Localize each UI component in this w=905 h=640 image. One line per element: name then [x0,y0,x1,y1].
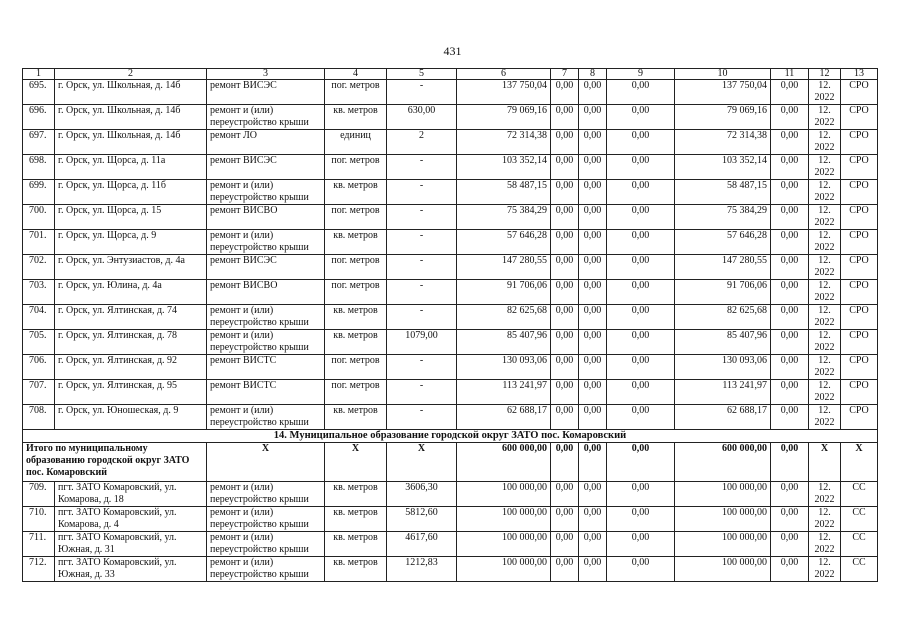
date-cell: 12. 2022 [809,105,841,130]
method-cell: СРО [841,230,878,255]
method-cell: СРО [841,355,878,380]
date-cell: 12. 2022 [809,482,841,507]
column-number-row [23,69,878,80]
unit-cell: пог. метров [325,355,387,380]
cost-cell: 137 750,04 [675,80,771,105]
work-type-cell: ремонт и (или) переустройство крыши [207,330,325,355]
method-cell: СС [841,532,878,557]
cost-cell: 0,00 [607,355,675,380]
cost-cell: 0,00 [771,482,809,507]
cost-cell: 0,00 [771,105,809,130]
row-number: 710. [23,507,55,532]
work-type-cell: ремонт и (или) переустройство крыши [207,532,325,557]
cost-cell: 0,00 [771,80,809,105]
address-cell: г. Орск, ул. Школьная, д. 14б [55,130,207,155]
cost-cell: 57 646,28 [675,230,771,255]
cost-cell: 85 407,96 [675,330,771,355]
cost-cell: 0,00 [579,280,607,305]
unit-cell: пог. метров [325,205,387,230]
work-type-cell: ремонт ВИСВО [207,205,325,230]
work-type-cell: ремонт и (или) переустройство крыши [207,230,325,255]
unit-cell: кв. метров [325,105,387,130]
cost-cell: 0,00 [579,255,607,280]
work-type-cell: ремонт и (или) переустройство крыши [207,105,325,130]
method-cell: СРО [841,405,878,430]
method-cell: СС [841,557,878,582]
cost-cell: 82 625,68 [675,305,771,330]
row-number: 707. [23,380,55,405]
table-row [23,305,878,330]
date-cell: 12. 2022 [809,532,841,557]
column-header: 6 [457,69,551,80]
cost-cell: 0,00 [771,405,809,430]
cost-cell: 0,00 [579,330,607,355]
quantity-cell: 630,00 [387,105,457,130]
table-row [23,482,878,507]
column-header: 11 [771,69,809,80]
cost-cell: 0,00 [551,80,579,105]
total-cost-cell: 130 093,06 [457,355,551,380]
total-cost-cell: 100 000,00 [457,532,551,557]
total-cost-cell: 79 069,16 [457,105,551,130]
row-number: 702. [23,255,55,280]
quantity-cell: - [387,205,457,230]
total-cell: Х [325,443,387,482]
section-title: 14. Муниципальное образование городской округ ЗАТО пос. Комаровский [23,430,878,443]
cost-cell: 0,00 [579,557,607,582]
address-cell: пгт. ЗАТО Комаровский, ул. Южная, д. 31 [55,532,207,557]
cost-cell: 100 000,00 [675,507,771,532]
method-cell: СРО [841,380,878,405]
row-number: 711. [23,532,55,557]
cost-cell: 0,00 [551,507,579,532]
table-body [23,69,878,582]
date-cell: 12. 2022 [809,130,841,155]
date-cell: 12. 2022 [809,380,841,405]
cost-cell: 0,00 [607,205,675,230]
repair-program-table [22,68,878,582]
total-cost-cell: 113 241,97 [457,380,551,405]
date-cell: 12. 2022 [809,155,841,180]
table-row [23,355,878,380]
cost-cell: 0,00 [579,380,607,405]
cost-cell: 147 280,55 [675,255,771,280]
table-row [23,255,878,280]
cost-cell: 0,00 [579,205,607,230]
address-cell: г. Орск, ул. Юлина, д. 4а [55,280,207,305]
total-cost-cell: 85 407,96 [457,330,551,355]
cost-cell: 100 000,00 [675,482,771,507]
cost-cell: 0,00 [551,557,579,582]
row-number: 696. [23,105,55,130]
total-cell: Х [207,443,325,482]
quantity-cell: 2 [387,130,457,155]
quantity-cell: 1212,83 [387,557,457,582]
work-type-cell: ремонт и (или) переустройство крыши [207,405,325,430]
table-row [23,155,878,180]
address-cell: г. Орск, ул. Школьная, д. 14б [55,105,207,130]
address-cell: г. Орск, ул. Школьная, д. 14б [55,80,207,105]
total-cost-cell: 103 352,14 [457,155,551,180]
cost-cell: 0,00 [551,380,579,405]
table-row [23,230,878,255]
date-cell: 12. 2022 [809,255,841,280]
cost-cell: 0,00 [551,255,579,280]
address-cell: г. Орск, ул. Щорса, д. 15 [55,205,207,230]
page-number: 431 [443,44,462,58]
cost-cell: 0,00 [771,280,809,305]
date-cell: 12. 2022 [809,205,841,230]
row-number: 706. [23,355,55,380]
row-number: 699. [23,180,55,205]
cost-cell: 0,00 [551,330,579,355]
column-header: 5 [387,69,457,80]
cost-cell: 0,00 [607,280,675,305]
column-header: 4 [325,69,387,80]
quantity-cell: - [387,355,457,380]
row-number: 705. [23,330,55,355]
total-label: Итого по муниципальному образованию городской округ ЗАТО пос. Комаровский [23,443,207,482]
work-type-cell: ремонт ВИСЭС [207,80,325,105]
cost-cell: 0,00 [579,155,607,180]
method-cell: СРО [841,280,878,305]
unit-cell: пог. метров [325,380,387,405]
table-row [23,532,878,557]
address-cell: г. Орск, ул. Юношеская, д. 9 [55,405,207,430]
total-cost-cell: 91 706,06 [457,280,551,305]
column-header: 13 [841,69,878,80]
quantity-cell: 3606,30 [387,482,457,507]
method-cell: СС [841,507,878,532]
section-header-row [23,430,878,443]
cost-cell: 0,00 [771,507,809,532]
work-type-cell: ремонт ВИСЭС [207,155,325,180]
cost-cell: 0,00 [771,380,809,405]
method-cell: СС [841,482,878,507]
unit-cell: кв. метров [325,330,387,355]
total-cost-cell: 62 688,17 [457,405,551,430]
cost-cell: 0,00 [579,355,607,380]
total-cost-cell: 82 625,68 [457,305,551,330]
table-row [23,280,878,305]
address-cell: г. Орск, ул. Ялтинская, д. 78 [55,330,207,355]
cost-cell: 0,00 [551,155,579,180]
method-cell: СРО [841,80,878,105]
table-row [23,330,878,355]
address-cell: г. Орск, ул. Ялтинская, д. 74 [55,305,207,330]
quantity-cell: - [387,305,457,330]
cost-cell: 0,00 [579,130,607,155]
unit-cell: пог. метров [325,255,387,280]
total-cell: 0,00 [579,443,607,482]
address-cell: г. Орск, ул. Щорса, д. 11б [55,180,207,205]
cost-cell: 0,00 [607,230,675,255]
table-row [23,130,878,155]
column-header: 10 [675,69,771,80]
work-type-cell: ремонт и (или) переустройство крыши [207,507,325,532]
date-cell: 12. 2022 [809,80,841,105]
cost-cell: 0,00 [771,305,809,330]
cost-cell: 0,00 [771,230,809,255]
total-cost-cell: 72 314,38 [457,130,551,155]
unit-cell: пог. метров [325,80,387,105]
column-header: 12 [809,69,841,80]
total-cell: Х [809,443,841,482]
cost-cell: 0,00 [551,305,579,330]
unit-cell: кв. метров [325,557,387,582]
row-number: 708. [23,405,55,430]
method-cell: СРО [841,180,878,205]
quantity-cell: - [387,255,457,280]
cost-cell: 0,00 [579,532,607,557]
address-cell: г. Орск, ул. Щорса, д. 11а [55,155,207,180]
date-cell: 12. 2022 [809,330,841,355]
column-header: 9 [607,69,675,80]
work-type-cell: ремонт ЛО [207,130,325,155]
cost-cell: 75 384,29 [675,205,771,230]
row-number: 697. [23,130,55,155]
cost-cell: 0,00 [607,105,675,130]
table-row [23,557,878,582]
cost-cell: 0,00 [607,507,675,532]
cost-cell: 0,00 [551,405,579,430]
total-cell: 0,00 [607,443,675,482]
quantity-cell: - [387,80,457,105]
total-cell: 0,00 [551,443,579,482]
method-cell: СРО [841,205,878,230]
cost-cell: 0,00 [579,230,607,255]
quantity-cell: - [387,155,457,180]
total-cell: Х [387,443,457,482]
total-row [23,443,878,482]
row-number: 700. [23,205,55,230]
table-row [23,380,878,405]
cost-cell: 0,00 [607,380,675,405]
method-cell: СРО [841,330,878,355]
cost-cell: 0,00 [607,330,675,355]
address-cell: г. Орск, ул. Энтузиастов, д. 4а [55,255,207,280]
row-number: 704. [23,305,55,330]
cost-cell: 0,00 [551,130,579,155]
work-type-cell: ремонт ВИСТС [207,380,325,405]
total-cost-cell: 75 384,29 [457,205,551,230]
method-cell: СРО [841,130,878,155]
cost-cell: 0,00 [579,482,607,507]
total-cost-cell: 100 000,00 [457,482,551,507]
method-cell: СРО [841,305,878,330]
cost-cell: 0,00 [771,355,809,380]
quantity-cell: 1079,00 [387,330,457,355]
quantity-cell: 4617,60 [387,532,457,557]
column-header: 2 [55,69,207,80]
cost-cell: 0,00 [607,155,675,180]
unit-cell: пог. метров [325,155,387,180]
work-type-cell: ремонт и (или) переустройство крыши [207,482,325,507]
cost-cell: 0,00 [607,557,675,582]
date-cell: 12. 2022 [809,507,841,532]
cost-cell: 113 241,97 [675,380,771,405]
total-cost-cell: 147 280,55 [457,255,551,280]
cost-cell: 0,00 [607,180,675,205]
total-cell: 600 000,00 [675,443,771,482]
date-cell: 12. 2022 [809,230,841,255]
unit-cell: кв. метров [325,532,387,557]
address-cell: г. Орск, ул. Щорса, д. 9 [55,230,207,255]
cost-cell: 0,00 [771,330,809,355]
method-cell: СРО [841,105,878,130]
row-number: 701. [23,230,55,255]
cost-cell: 91 706,06 [675,280,771,305]
total-cell: 600 000,00 [457,443,551,482]
cost-cell: 0,00 [579,507,607,532]
cost-cell: 100 000,00 [675,557,771,582]
unit-cell: кв. метров [325,405,387,430]
address-cell: пгт. ЗАТО Комаровский, ул. Южная, д. 33 [55,557,207,582]
cost-cell: 0,00 [771,130,809,155]
work-type-cell: ремонт ВИСЭС [207,255,325,280]
cost-cell: 0,00 [551,180,579,205]
row-number: 709. [23,482,55,507]
cost-cell: 0,00 [579,80,607,105]
address-cell: пгт. ЗАТО Комаровский, ул. Комарова, д. 18 [55,482,207,507]
work-type-cell: ремонт и (или) переустройство крыши [207,557,325,582]
date-cell: 12. 2022 [809,280,841,305]
cost-cell: 62 688,17 [675,405,771,430]
quantity-cell: 5812,60 [387,507,457,532]
cost-cell: 0,00 [579,405,607,430]
cost-cell: 0,00 [607,532,675,557]
cost-cell: 0,00 [607,482,675,507]
total-cost-cell: 58 487,15 [457,180,551,205]
cost-cell: 72 314,38 [675,130,771,155]
quantity-cell: - [387,180,457,205]
cost-cell: 130 093,06 [675,355,771,380]
address-cell: г. Орск, ул. Ялтинская, д. 92 [55,355,207,380]
unit-cell: пог. метров [325,280,387,305]
cost-cell: 0,00 [771,255,809,280]
method-cell: СРО [841,255,878,280]
cost-cell: 79 069,16 [675,105,771,130]
table-row [23,507,878,532]
date-cell: 12. 2022 [809,305,841,330]
row-number: 712. [23,557,55,582]
cost-cell: 0,00 [579,105,607,130]
column-header: 1 [23,69,55,80]
work-type-cell: ремонт и (или) переустройство крыши [207,180,325,205]
work-type-cell: ремонт ВИСВО [207,280,325,305]
total-cost-cell: 100 000,00 [457,507,551,532]
cost-cell: 0,00 [551,482,579,507]
row-number: 698. [23,155,55,180]
cost-cell: 0,00 [771,557,809,582]
column-header: 8 [579,69,607,80]
unit-cell: кв. метров [325,180,387,205]
table-row [23,105,878,130]
cost-cell: 0,00 [771,155,809,180]
date-cell: 12. 2022 [809,180,841,205]
cost-cell: 0,00 [579,180,607,205]
column-header: 7 [551,69,579,80]
quantity-cell: - [387,380,457,405]
cost-cell: 103 352,14 [675,155,771,180]
cost-cell: 100 000,00 [675,532,771,557]
unit-cell: кв. метров [325,230,387,255]
cost-cell: 0,00 [771,205,809,230]
work-type-cell: ремонт и (или) переустройство крыши [207,305,325,330]
cost-cell: 0,00 [607,130,675,155]
cost-cell: 0,00 [771,180,809,205]
date-cell: 12. 2022 [809,355,841,380]
unit-cell: кв. метров [325,482,387,507]
row-number: 703. [23,280,55,305]
column-header: 3 [207,69,325,80]
cost-cell: 58 487,15 [675,180,771,205]
table-row [23,205,878,230]
total-cell: 0,00 [771,443,809,482]
unit-cell: кв. метров [325,507,387,532]
cost-cell: 0,00 [607,405,675,430]
cost-cell: 0,00 [607,80,675,105]
total-cost-cell: 100 000,00 [457,557,551,582]
unit-cell: единиц [325,130,387,155]
total-cost-cell: 137 750,04 [457,80,551,105]
address-cell: г. Орск, ул. Ялтинская, д. 95 [55,380,207,405]
date-cell: 12. 2022 [809,557,841,582]
method-cell: СРО [841,155,878,180]
quantity-cell: - [387,405,457,430]
table-row [23,405,878,430]
cost-cell: 0,00 [607,305,675,330]
total-cell: Х [841,443,878,482]
table-row [23,80,878,105]
cost-cell: 0,00 [551,205,579,230]
unit-cell: кв. метров [325,305,387,330]
date-cell: 12. 2022 [809,405,841,430]
address-cell: пгт. ЗАТО Комаровский, ул. Комарова, д. 4 [55,507,207,532]
work-type-cell: ремонт ВИСТС [207,355,325,380]
total-cost-cell: 57 646,28 [457,230,551,255]
cost-cell: 0,00 [551,280,579,305]
cost-cell: 0,00 [607,255,675,280]
cost-cell: 0,00 [551,230,579,255]
quantity-cell: - [387,230,457,255]
table-row [23,180,878,205]
row-number: 695. [23,80,55,105]
cost-cell: 0,00 [579,305,607,330]
cost-cell: 0,00 [551,355,579,380]
cost-cell: 0,00 [771,532,809,557]
cost-cell: 0,00 [551,532,579,557]
quantity-cell: - [387,280,457,305]
cost-cell: 0,00 [551,105,579,130]
